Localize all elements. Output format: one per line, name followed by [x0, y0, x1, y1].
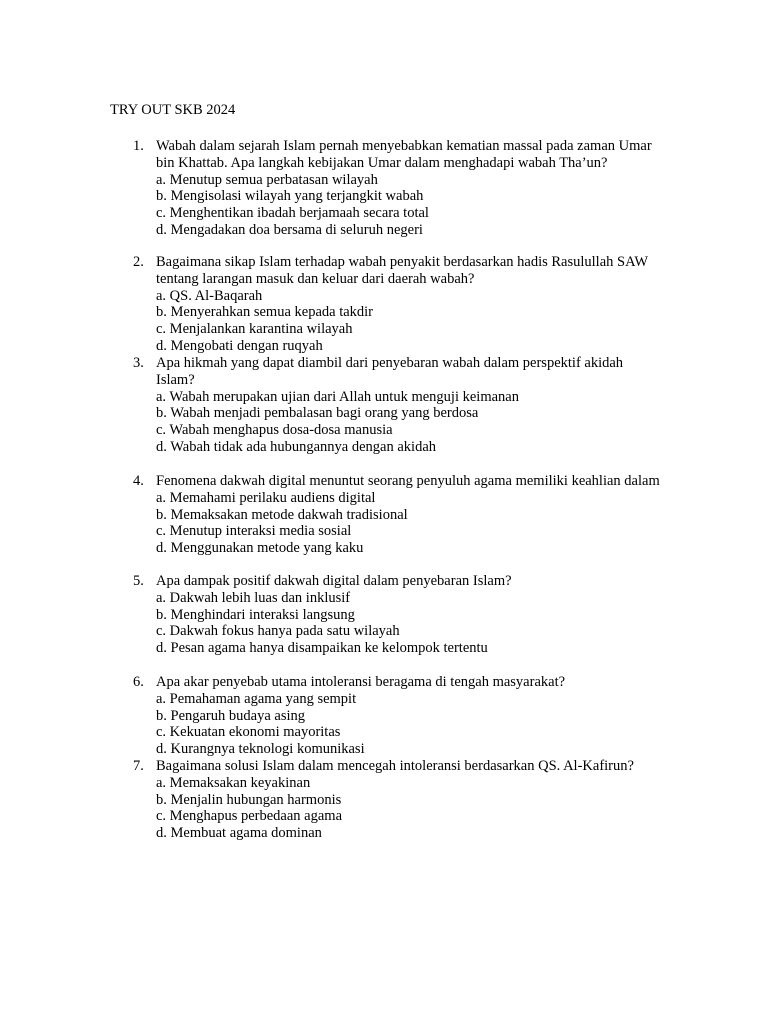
question-item — [133, 254, 663, 355]
question-text: Fenomena dakwah digital menuntut seorang penyuluh agama memiliki keahlian dalam — [156, 473, 660, 489]
answer-option: a. Dakwah lebih luas dan inklusif — [156, 589, 351, 606]
question-body — [156, 138, 663, 239]
question-text: Wabah dalam sejarah Islam pernah menyebabkan kematian massal pada zaman Umar bin Khattab. Apa langkah kebijakan Umar dalam menghadapi wabah Tha’un? — [156, 138, 652, 171]
question-body — [156, 473, 663, 557]
question-item — [133, 758, 663, 842]
question-item — [133, 573, 663, 657]
answer-option: d. Wabah tidak ada hubungannya dengan akidah — [156, 438, 437, 455]
answer-option: c. Wabah menghapus dosa-dosa manusia — [156, 422, 393, 439]
question-number: 1. — [133, 138, 144, 154]
question-number: 4. — [133, 473, 144, 489]
answer-option: b. Menghindari interaksi langsung — [156, 606, 355, 623]
answer-option: c. Kekuatan ekonomi mayoritas — [156, 724, 341, 741]
answer-option: b. Memaksakan metode dakwah tradisional — [156, 506, 408, 523]
answer-option: d. Pesan agama hanya disampaikan ke kelompok tertentu — [156, 640, 488, 657]
question-text: Bagaimana sikap Islam terhadap wabah penyakit berdasarkan hadis Rasulullah SAW tentang larangan masuk dan keluar dari daerah wabah? — [156, 254, 648, 287]
question-item — [133, 674, 663, 758]
answer-option: a. Wabah merupakan ujian dari Allah untuk menguji keimanan — [156, 388, 519, 405]
answer-option: d. Kurangnya teknologi komunikasi — [156, 741, 365, 758]
answer-option: b. Menjalin hubungan harmonis — [156, 791, 342, 808]
question-text: Apa hikmah yang dapat diambil dari penyebaran wabah dalam perspektif akidah Islam? — [156, 355, 624, 388]
answer-option: d. Mengobati dengan ruqyah — [156, 337, 323, 354]
question-number: 2. — [133, 254, 144, 270]
question-number: 6. — [133, 674, 144, 690]
answer-option: b. Wabah menjadi pembalasan bagi orang yang berdosa — [156, 405, 479, 422]
document-title: TRY OUT SKB 2024 — [110, 102, 236, 118]
answer-option: a. Memahami perilaku audiens digital — [156, 489, 376, 506]
question-body — [156, 254, 663, 355]
answer-option: b. Menyerahkan semua kepada takdir — [156, 304, 374, 321]
question-body — [156, 573, 663, 657]
answer-option: b. Pengaruh budaya asing — [156, 707, 305, 724]
answer-option: a. Menutup semua perbatasan wilayah — [156, 171, 378, 188]
answer-option: b. Mengisolasi wilayah yang terjangkit wabah — [156, 188, 424, 205]
question-number: 5. — [133, 573, 144, 589]
question-number: 3. — [133, 355, 144, 371]
question-number: 7. — [133, 758, 144, 774]
question-body — [156, 758, 663, 842]
answer-option: c. Dakwah fokus hanya pada satu wilayah — [156, 623, 400, 640]
question-item — [133, 355, 663, 456]
answer-option: d. Menggunakan metode yang kaku — [156, 540, 364, 557]
answer-option: d. Membuat agama dominan — [156, 825, 322, 842]
question-body — [156, 355, 663, 456]
question-item — [133, 138, 663, 239]
question-text: Apa dampak positif dakwah digital dalam penyebaran Islam? — [156, 573, 512, 589]
question-text: Apa akar penyebab utama intoleransi beragama di tengah masyarakat? — [156, 674, 566, 690]
question-item — [133, 473, 663, 557]
answer-option: d. Mengadakan doa bersama di seluruh negeri — [156, 221, 423, 238]
answer-option: c. Menghapus perbedaan agama — [156, 808, 343, 825]
answer-option: a. QS. Al-Baqarah — [156, 287, 263, 304]
answer-option: c. Menghentikan ibadah berjamaah secara total — [156, 205, 429, 222]
question-text: Bagaimana solusi Islam dalam mencegah intoleransi berdasarkan QS. Al-Kafirun? — [156, 758, 634, 774]
answer-option: a. Memaksakan keyakinan — [156, 774, 311, 791]
answer-option: c. Menutup interaksi media sosial — [156, 523, 352, 540]
answer-option: c. Menjalankan karantina wilayah — [156, 321, 353, 338]
question-body — [156, 674, 663, 758]
answer-option: a. Pemahaman agama yang sempit — [156, 690, 357, 707]
